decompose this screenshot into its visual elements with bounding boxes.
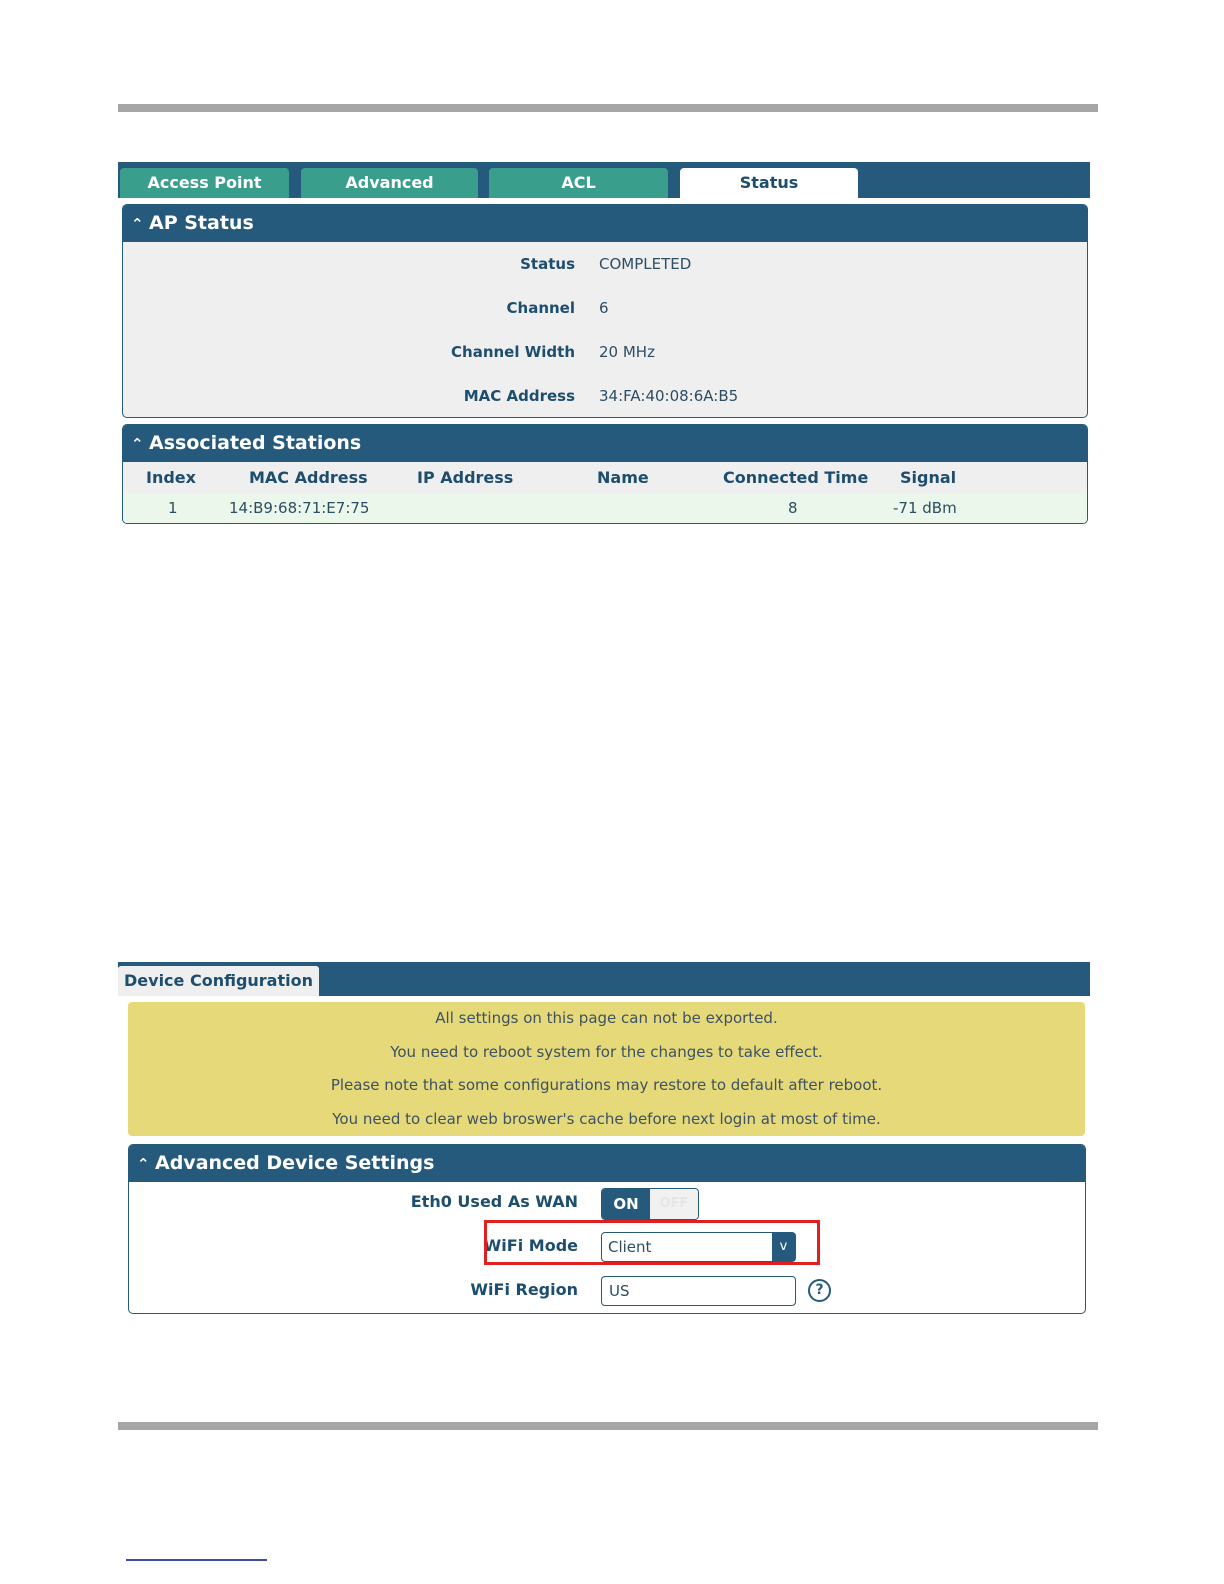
notice-line: You need to clear web broswer's cache before next login at most of time.: [332, 1109, 881, 1128]
row-connected-time: 8: [788, 499, 798, 517]
associated-stations-section: [122, 424, 1088, 524]
wifi-status-panel: [118, 162, 1090, 517]
notice-box: [128, 1002, 1085, 1136]
channel-value: 6: [599, 299, 609, 317]
ap-status-title: AP Status: [149, 212, 254, 234]
associated-stations-title: Associated Stations: [149, 432, 362, 454]
row-mac-address: 14:B9:68:71:E7:75: [229, 499, 370, 517]
wifi-region-row: [129, 1273, 1085, 1307]
col-ip-address: IP Address: [417, 468, 514, 487]
ap-status-header[interactable]: [123, 205, 1087, 242]
channel-label: Channel: [506, 299, 575, 317]
wifi-mode-value: Client: [608, 1238, 652, 1256]
notice-line: Please note that some configurations may restore to default after reboot.: [330, 1076, 883, 1094]
mac-address-row: [123, 383, 1087, 409]
col-index: Index: [146, 468, 196, 487]
footer-underline: [126, 1559, 267, 1561]
stations-table-header: [123, 462, 1087, 493]
tab-bar: [118, 962, 1090, 996]
bottom-divider: [118, 1422, 1098, 1430]
associated-stations-header[interactable]: [123, 425, 1087, 462]
channel-width-label: Channel Width: [451, 343, 575, 361]
help-icon[interactable]: ?: [808, 1279, 831, 1302]
status-label: Status: [520, 255, 575, 273]
wifi-region-input[interactable]: [601, 1276, 796, 1306]
table-row: [123, 493, 1087, 523]
tab-access-point[interactable]: Access Point: [120, 168, 289, 198]
tab-advanced[interactable]: Advanced: [301, 168, 478, 198]
advanced-device-settings-section: [128, 1144, 1086, 1314]
device-configuration-body: [118, 996, 1090, 1317]
status-row: [123, 251, 1087, 277]
top-divider: [118, 104, 1098, 112]
tab-acl[interactable]: ACL: [489, 168, 668, 198]
col-name: Name: [597, 468, 649, 487]
row-index: 1: [168, 499, 178, 517]
device-configuration-panel: [118, 962, 1090, 1317]
eth0-wan-row: [129, 1185, 1085, 1219]
toggle-off[interactable]: OFF: [650, 1189, 698, 1219]
eth0-wan-toggle[interactable]: [601, 1188, 699, 1220]
tab-device-configuration[interactable]: Device Configuration: [118, 966, 319, 996]
tab-bar: [118, 162, 1090, 198]
chevron-up-icon: ⌃: [131, 435, 144, 453]
eth0-wan-label: Eth0 Used As WAN: [410, 1192, 578, 1211]
col-mac-address: MAC Address: [249, 468, 368, 487]
wifi-mode-select[interactable]: [601, 1232, 796, 1262]
toggle-on[interactable]: ON: [602, 1189, 650, 1219]
col-connected-time: Connected Time: [723, 468, 869, 487]
wifi-region-value: US: [609, 1282, 630, 1300]
advanced-device-settings-title: Advanced Device Settings: [155, 1152, 435, 1174]
channel-row: [123, 295, 1087, 321]
wifi-mode-label: WiFi Mode: [483, 1236, 578, 1255]
chevron-down-icon[interactable]: v: [772, 1233, 795, 1261]
wifi-mode-row: [129, 1229, 1085, 1263]
channel-width-value: 20 MHz: [599, 343, 655, 361]
notice-line: You need to reboot system for the changes to take effect.: [390, 1042, 823, 1061]
tab-status[interactable]: Status: [680, 168, 858, 198]
ap-status-section: [122, 204, 1088, 418]
chevron-up-icon: ⌃: [137, 1155, 150, 1173]
col-signal: Signal: [900, 468, 957, 487]
wifi-region-label: WiFi Region: [470, 1280, 578, 1299]
chevron-up-icon: ⌃: [131, 215, 144, 233]
mac-address-label: MAC Address: [463, 387, 575, 405]
advanced-device-settings-header[interactable]: [129, 1145, 1085, 1182]
mac-address-value: 34:FA:40:08:6A:B5: [599, 387, 739, 405]
row-signal: -71 dBm: [893, 499, 957, 517]
status-value: COMPLETED: [599, 255, 692, 273]
notice-line: All settings on this page can not be exported.: [435, 1009, 778, 1027]
channel-width-row: [123, 339, 1087, 365]
